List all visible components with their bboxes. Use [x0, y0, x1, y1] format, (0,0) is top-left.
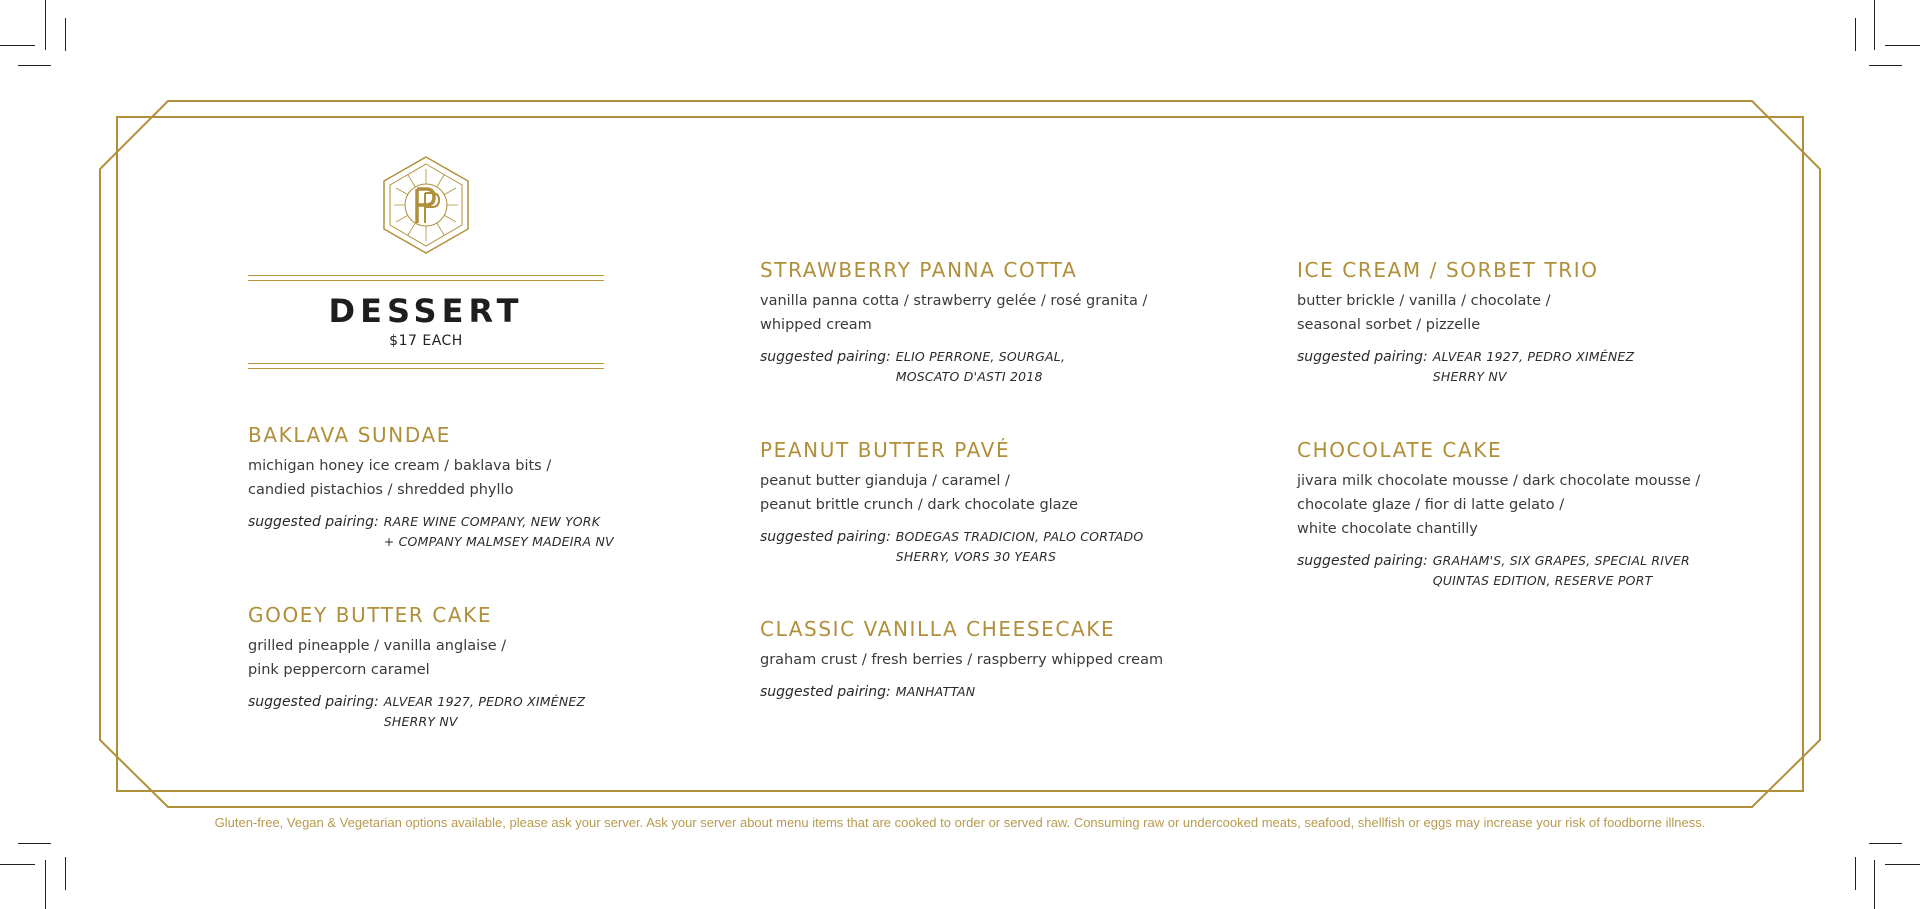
suggested-pairing: suggested pairing: ALVEAR 1927, PEDRO XIMÉNEZ SHERRY NV	[1297, 349, 1635, 384]
menu-item-title: STRAWBERRY PANNA COTTA	[760, 258, 1078, 282]
menu-item-title: PEANUT BUTTER PAVÉ	[760, 438, 1011, 462]
menu-item	[760, 437, 1240, 567]
page-title: DESSERT	[328, 292, 524, 330]
menu-item-title: CHOCOLATE CAKE	[1297, 438, 1503, 462]
menu-item	[760, 616, 1240, 702]
suggested-pairing: suggested pairing: RARE WINE COMPANY, NEW YORK + COMPANY MALMSEY MADEIRA NV	[248, 514, 614, 549]
menu-item-description: michigan honey ice cream / baklava bits / candied pistachios / shredded phyllo	[248, 458, 552, 498]
menu-item-title: BAKLAVA SUNDAE	[248, 423, 452, 447]
menu-item-description: butter brickle / vanilla / chocolate / seasonal sorbet / pizzelle	[1297, 293, 1551, 333]
menu-item-title: ICE CREAM / SORBET TRIO	[1297, 258, 1599, 282]
menu-item	[248, 602, 728, 732]
price-label: $17 EACH	[389, 333, 463, 349]
menu-item-description: graham crust / fresh berries / raspberry whipped cream	[760, 652, 1164, 668]
allergen-disclaimer: Gluten-free, Vegan & Vegetarian options available, please ask your server. Ask your server about menu items that are cooked to order or served raw. Consuming raw or undercooked meats, seafood, shellfish or eggs may increase your risk of foodborne illness.	[214, 815, 1706, 830]
suggested-pairing: suggested pairing: GRAHAM'S, SIX GRAPES, SPECIAL RIVER QUINTAS EDITION, RESERVE PORT	[1297, 553, 1690, 588]
menu-item-description: jivara milk chocolate mousse / dark chocolate mousse / chocolate glaze / fior di latte gelato / white chocolate chantilly	[1297, 473, 1701, 537]
menu-item-description: vanilla panna cotta / strawberry gelée / rosé granita / whipped cream	[760, 293, 1148, 333]
menu-header	[248, 275, 604, 369]
suggested-pairing: suggested pairing: ALVEAR 1927, PEDRO XIMÉNEZ SHERRY NV	[248, 694, 586, 729]
divider	[248, 363, 604, 369]
menu-item-title: CLASSIC VANILLA CHEESECAKE	[760, 617, 1116, 641]
menu-item	[760, 257, 1240, 387]
menu-item-description: peanut butter gianduja / caramel / peanut brittle crunch / dark chocolate glaze	[760, 473, 1079, 513]
menu-item	[1297, 437, 1777, 591]
menu-item-description: grilled pineapple / vanilla anglaise / pink peppercorn caramel	[248, 638, 507, 678]
suggested-pairing: suggested pairing: BODEGAS TRADICION, PALO CORTADO SHERRY, VORS 30 YEARS	[760, 529, 1144, 564]
menu-item-title: GOOEY BUTTER CAKE	[248, 603, 493, 627]
pp-monogram-hexagon-icon	[380, 155, 472, 255]
menu-item	[248, 422, 728, 552]
divider	[248, 275, 604, 281]
suggested-pairing: suggested pairing: ELIO PERRONE, SOURGAL, MOSCATO D'ASTI 2018	[760, 349, 1066, 384]
menu-item	[1297, 257, 1777, 387]
suggested-pairing: suggested pairing: MANHATTAN	[760, 684, 976, 700]
